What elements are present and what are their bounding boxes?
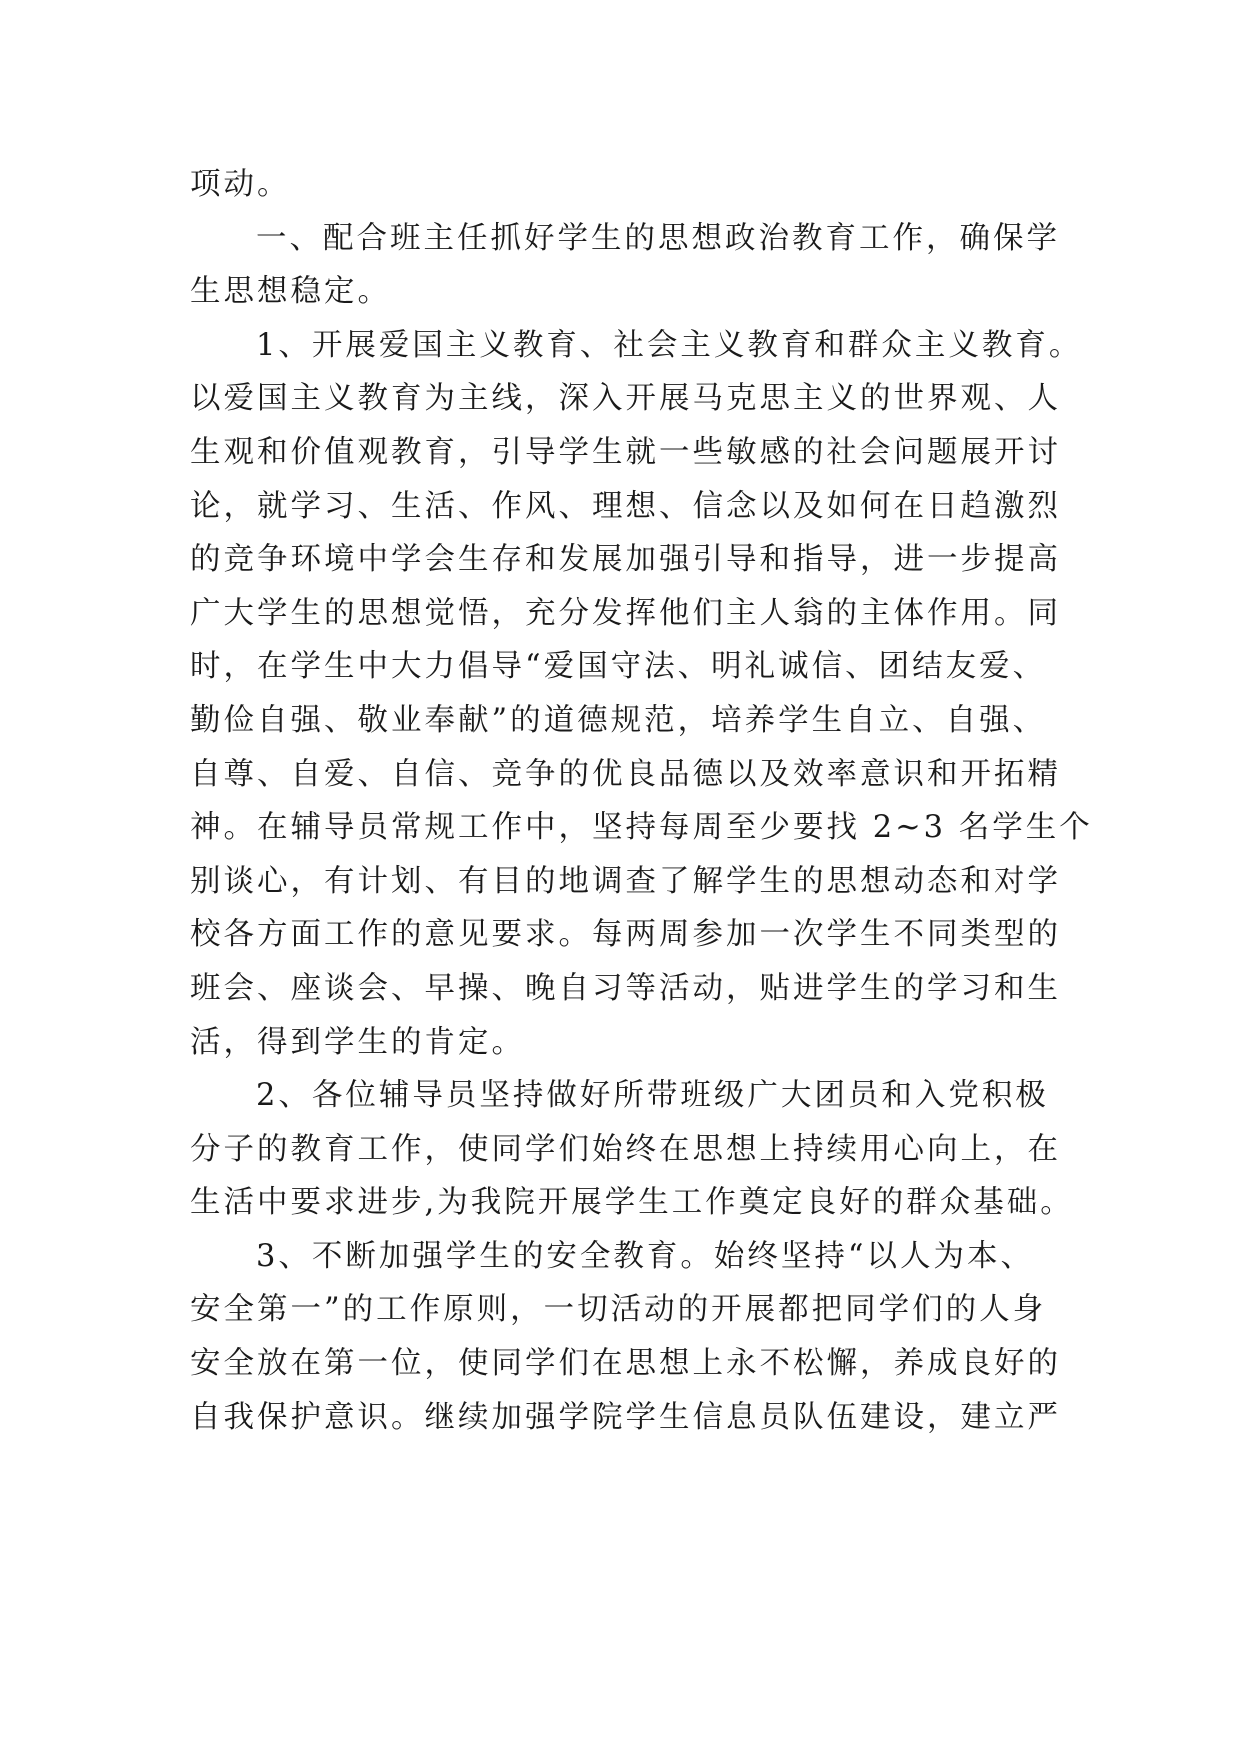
text-line: 安全放在第一位，使同学们在思想上永不松懈，养成良好的 <box>190 1346 1061 1382</box>
text-line: 活，得到学生的肯定。 <box>190 1024 525 1060</box>
text-line: 安全第一”的工作原则，一切活动的开展都把同学们的人身 <box>190 1292 1047 1328</box>
text-line: 别谈心，有计划、有目的地调查了解学生的思想动态和对学 <box>190 863 1061 899</box>
text-line: 班会、座谈会、早操、晚自习等活动，贴进学生的学习和生 <box>190 970 1061 1006</box>
document-body <box>190 158 1093 1444</box>
text-line: 自我保护意识。继续加强学院学生信息员队伍建设，建立严 <box>190 1399 1061 1435</box>
paragraph-start: 1、开展爱国主义教育、社会主义教育和群众主义教育。 <box>256 327 1083 363</box>
text-line: 论，就学习、生活、作风、理想、信念以及如何在日趋激烈 <box>190 488 1061 524</box>
text-line: 校各方面工作的意见要求。每两周参加一次学生不同类型的 <box>190 917 1061 953</box>
text-line: 生思想稳定。 <box>190 274 391 310</box>
text-line: 自尊、自爱、自信、竞争的优良品德以及效率意识和开拓精 <box>190 756 1061 792</box>
paragraph-start: 2、各位辅导员坚持做好所带班级广大团员和入党积极 <box>256 1078 1049 1114</box>
text-line: 的竞争环境中学会生存和发展加强引导和指导，进一步提高 <box>190 542 1061 578</box>
paragraph-start: 3、不断加强学生的安全教育。始终坚持“以人为本、 <box>256 1238 1034 1274</box>
text-line: 生活中要求进步,为我院开展学生工作奠定良好的群众基础。 <box>190 1185 1074 1221</box>
section-heading: 一、配合班主任抓好学生的思想政治教育工作，确保学 <box>256 220 1060 256</box>
text-line: 神。在辅导员常规工作中，坚持每周至少要找 2~3 名学生个 <box>190 810 1093 846</box>
text-line: 生观和价值观教育，引导学生就一些敏感的社会问题展开讨 <box>190 434 1061 470</box>
text-line: 项动。 <box>190 167 291 202</box>
text-line: 时，在学生中大力倡导“爱国守法、明礼诚信、团结友爱、 <box>190 649 1047 685</box>
text-line: 以爱国主义教育为主线，深入开展马克思主义的世界观、人 <box>190 381 1061 417</box>
text-line: 勤俭自强、敬业奉献”的道德规范，培养学生自立、自强、 <box>190 702 1047 738</box>
text-line: 广大学生的思想觉悟，充分发挥他们主人翁的主体作用。同 <box>190 595 1061 631</box>
text-line: 分子的教育工作，使同学们始终在思想上持续用心向上，在 <box>190 1131 1061 1167</box>
